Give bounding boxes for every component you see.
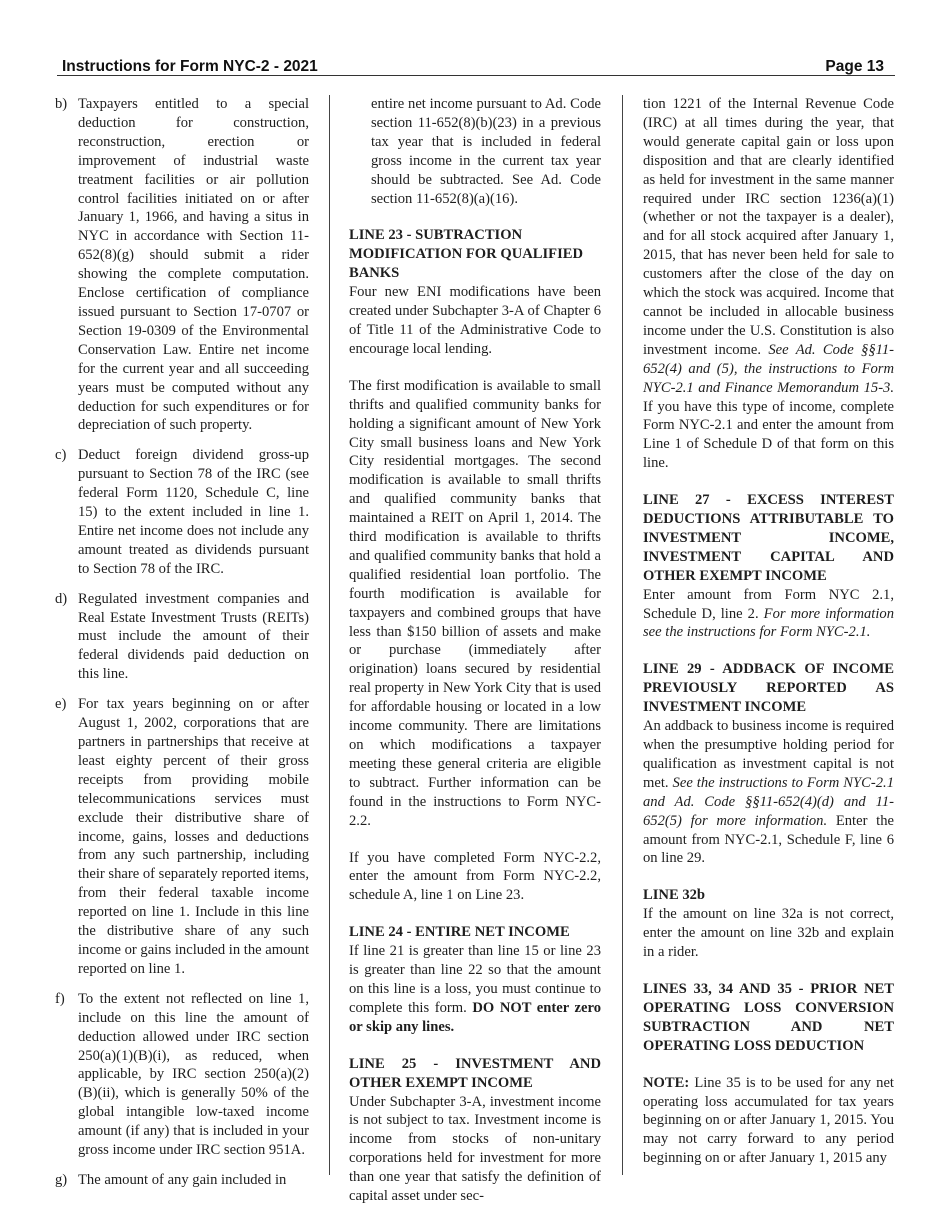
list-text: The amount of any gain included in xyxy=(78,1171,287,1188)
continued-paragraph xyxy=(643,95,894,473)
list-text: To the extent not reflected on line 1, include on this line the amount of deduction allowed under IRC section 250(a)(1)(B)(i), as reduced, when applicable, by IRC section 250(a)(2)(B)(ii), which is generally 50% of the global intangible low-taxed income amount (if any) that is included in your gross income under IRC section 951A. xyxy=(78,990,309,1159)
line24-heading: LINE 24 - ENTIRE NET INCOME xyxy=(349,924,570,941)
column-right xyxy=(643,95,894,1168)
lines33-35-heading: LINES 33, 34 AND 35 - PRIOR NET OPERATING LOSS CONVERSION SUBTRACTION AND NET OPERATING LOSS DEDUCTION xyxy=(643,980,894,1054)
list-letter: d) xyxy=(55,590,68,607)
line23-paragraph-1: Four new ENI modifications have been created under Subchapter 3-A of Chapter 6 of Title 11 of the Administrative Code to encourage local lending. xyxy=(349,284,601,357)
line25-paragraph: Under Subchapter 3-A, investment income is not subject to tax. Investment income is income from stocks of non-unitary corporations held for investment for more than one year that satisfy the definition of capital asset under sec- xyxy=(349,1093,601,1205)
list-letter: c) xyxy=(55,447,67,464)
line27-text: Enter amount from Form NYC 2.1, Schedule D, line 2. xyxy=(643,586,894,622)
column-divider-1 xyxy=(329,95,330,1175)
column-middle xyxy=(349,95,601,1206)
line27-paragraph xyxy=(643,586,894,643)
line24-bold-note: DO NOT enter zero or skip any lines. xyxy=(349,999,601,1035)
line29-italic: See the instructions to Form NYC-2.1 and Ad. Code §§11-652(4)(d) and 11-652(5) for more information. xyxy=(643,774,894,829)
line23-paragraph-3: If you have completed Form NYC-2.2, enter the amount from Form NYC-2.2, schedule A, line 1 on Line 23. xyxy=(349,849,601,904)
note-paragraph xyxy=(643,1074,894,1169)
cont-tail: If you have this type of income, complete Form NYC-2.1 and enter the amount from Line 1 of Schedule D of that form on this line. xyxy=(643,398,894,472)
list-item xyxy=(55,95,309,435)
list-letter: b) xyxy=(55,96,68,112)
note-text: Line 35 is to be used for any net operating loss accumulated for tax years beginning on or after January 1, 2015. You may not carry forward to any period beginning on or after January 1, 2015 any xyxy=(643,1074,894,1167)
document-title: Instructions for Form NYC-2 - 2021 xyxy=(62,58,318,75)
line32b-heading: LINE 32b xyxy=(643,887,706,904)
list-text: Taxpayers entitled to a special deduction for construction, reconstruction, erection or improvement of industrial waste treatment facilities or air pollution control facilities initiated on or after January 1, 1966, and having a situs in NYC in accordance with Section 11-652(8)(g) should submit a rider showing the complete computation. Enclose certification of compliance issued pursuant to Section 17-0707 or Section 19-0309 of the Environmental Conservation Law. Entire net income for the current year and all succeeding years must be computed without any deduction for such expenditures or for depreciation of such property. xyxy=(78,96,309,434)
line25-heading: LINE 25 - INVESTMENT AND OTHER EXEMPT INCOME xyxy=(349,1055,601,1091)
line29-paragraph xyxy=(643,717,894,868)
list-letter: e) xyxy=(55,696,67,713)
cont-text: tion 1221 of the Internal Revenue Code (IRC) at all times during the year, that would generate capital gain or loss upon disposition and that are clearly identified as held for investment in the same manner required under IRC section 1236(a)(1) (whether or not the taxpayer is a dealer), and for all stock acquired after January 1, 2015, that has never been held for sale to customers after the close of the day on which the stock was acquired. Income that cannot be included in allocable business income under the U.S. Constitution is also investment income. xyxy=(643,96,894,358)
list-letter: g) xyxy=(55,1171,68,1188)
note-label: NOTE: xyxy=(643,1074,690,1091)
line29-text: An addback to business income is required when the presumptive holding period for qualification as investment capital is not met. xyxy=(643,718,894,791)
line29-heading: LINE 29 - ADDBACK OF INCOME PREVIOUSLY REPORTED AS INVESTMENT INCOME xyxy=(643,661,894,716)
line32b-paragraph: If the amount on line 32a is not correct, enter the amount on line 32b and explain in a rider. xyxy=(643,906,894,961)
list-text: For tax years beginning on or after August 1, 2002, corporations that are partners in partnerships that receive at least eighty percent of their gross receipts from providing mobile telecommunications services must exclude their distributive share of income, gains, losses and deductions from any such partnership, including their share of separately reported items, from their federal taxable income reported on line 1. Include in this line the distributive share of any such income or gains included in the amount reported on line 1. xyxy=(78,696,310,977)
list-text: Regulated investment companies and Real Estate Investment Trusts (REITs) must include the amount of their federal dividends paid deduction on this line. xyxy=(78,590,309,683)
column-left xyxy=(55,95,309,1201)
header-rule xyxy=(57,75,895,76)
line27-heading: LINE 27 - EXCESS INTEREST DEDUCTIONS ATTRIBUTABLE TO INVESTMENT INCOME, INVESTMENT CAPITAL AND OTHER EXEMPT INCOME xyxy=(643,492,894,584)
line24-text: If line 21 is greater than line 15 or line 23 is greater than line 22 so that the amount on this line is a loss, you must continue to complete this form. xyxy=(349,943,601,1016)
list-text: Deduct foreign dividend gross-up pursuant to Section 78 of the IRC (see federal Form 1120, Schedule C, line 15) to the extent included in line 1. Entire net income does not include any amount treated as dividends pursuant to Section 78 of the IRC. xyxy=(78,447,309,577)
list-item xyxy=(55,590,309,685)
list-item xyxy=(55,695,309,979)
line27-italic: For more information see the instructions for Form NYC-2.1. xyxy=(643,605,895,641)
list-item xyxy=(55,1171,309,1190)
line23-heading: LINE 23 - SUBTRACTION MODIFICATION FOR QUALIFIED BANKS xyxy=(349,227,584,282)
line29-tail: Enter the amount from NYC-2.1, Schedule F, line 6 on line 29. xyxy=(643,812,894,867)
line24-paragraph xyxy=(349,942,601,1037)
line23-paragraph-2: The first modification is available to small thrifts and qualified community banks for holding a significant amount of New York City small business loans and New York City residential mortgages. The second modification is available to small thrifts and qualified community banks that maintained a REIT on April 1, 2014. The third modification is available to thrifts and qualified community banks that hold a qualified residential loan portfolio. The fourth modification is available for taxpayers and combined groups that have less than $150 billion of assets and make or purchase (immediately after origination) loans secured by residential real property in New York City that is used for affordable housing or located in a low income community. There are limitations on which modifications a taxpayer meeting these general criteria are eligible to subtract. Further information can be found in the instructions to Form NYC-2.2. xyxy=(349,377,601,829)
cont-italic: See Ad. Code §§11-652(4) and (5), the instructions to Form NYC-2.1 and Finance Memorandum 15-3. xyxy=(643,341,895,396)
page-number: Page 13 xyxy=(825,58,884,75)
list-item xyxy=(55,990,309,1160)
continued-paragraph: entire net income pursuant to Ad. Code section 11-652(8)(b)(23) in a previous tax year that is included in federal gross income in the current tax year should be subtracted. See Ad. Code section 11-652(8)(a)(16). xyxy=(371,96,601,207)
list-letter: f) xyxy=(55,990,65,1007)
list-item xyxy=(55,446,309,578)
page-header xyxy=(62,58,894,76)
column-divider-2 xyxy=(622,95,623,1175)
